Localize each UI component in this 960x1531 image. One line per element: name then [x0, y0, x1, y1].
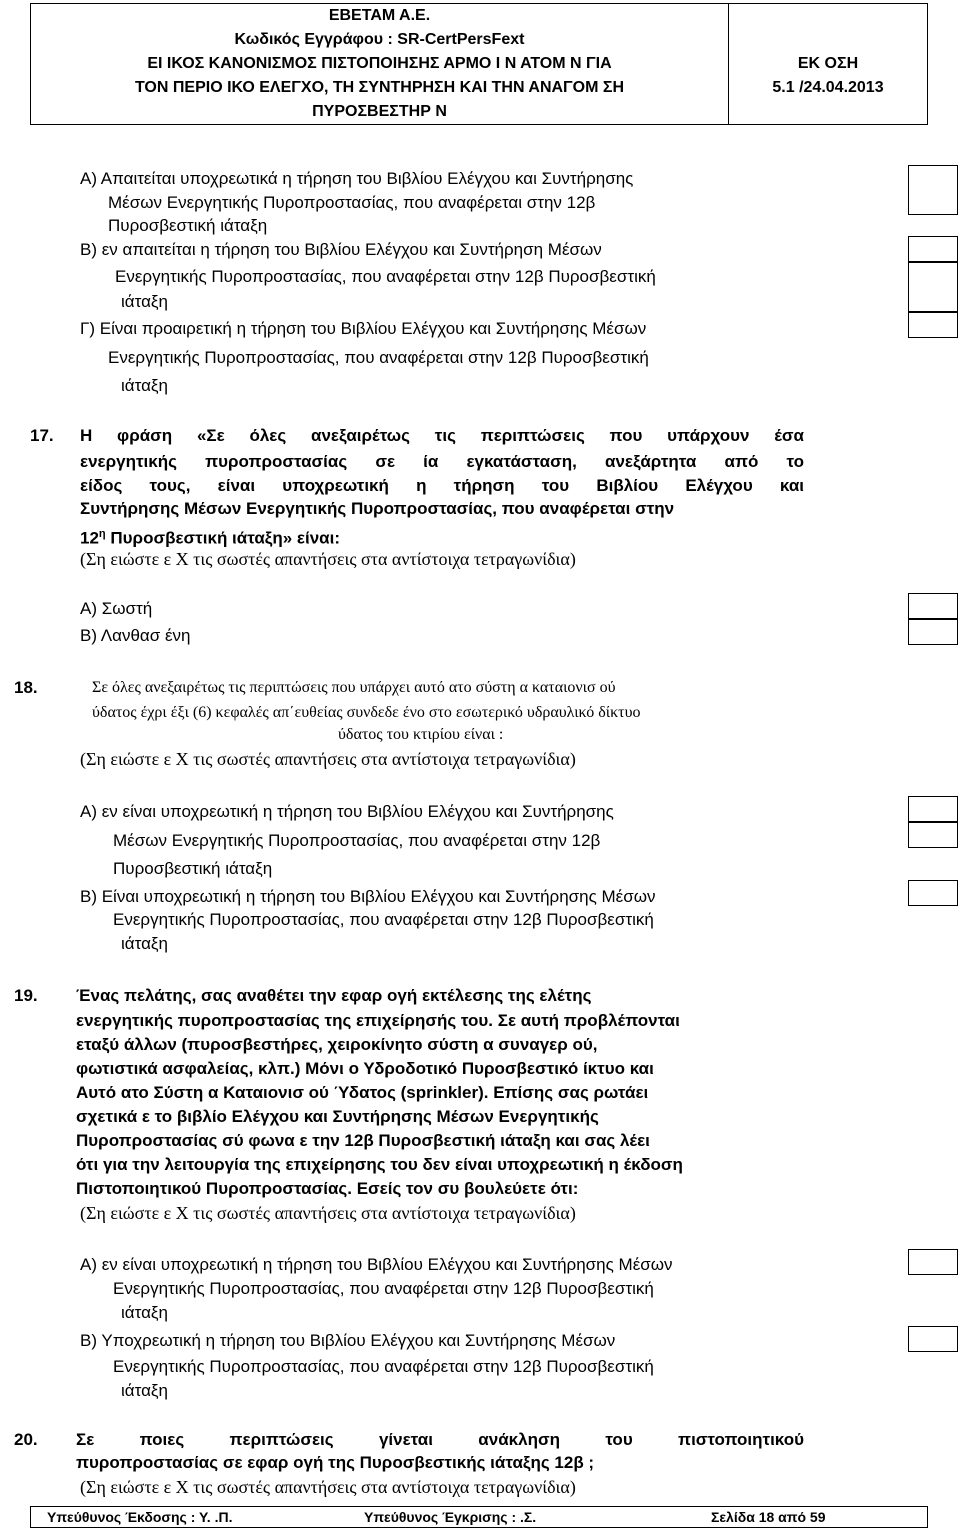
header-left-cell	[31, 4, 729, 125]
q16-option-a-line2: Μέσων Ενεργητικής Πυροπροστασίας, που αναφέρεται στην 12β	[108, 193, 596, 212]
footer-issuer: Υπεύθυνος Έκδοσης : Υ. .Π.	[47, 1509, 233, 1525]
q19-line-5: Αυτό ατο Σύστη α Καταιονισ ού Ύδατος (sprinkler). Επίσης σας ρωτάει	[76, 1083, 649, 1102]
q17-line-4: Συντήρησης Μέσων Ενεργητικής Πυροπροστασίας, που αναφέρεται στην	[80, 499, 675, 518]
q19-line-8: ότι για την λειτουργία της επιχείρησης του δεν είναι υποχρεωτική η έκδοση	[76, 1155, 683, 1174]
edition-value: 5.1 /24.04.2013	[772, 79, 884, 96]
q18-note: (Ση ειώστε ε Χ τις σωστές απαντήσεις στα αντίστοιχα τετραγωνίδια)	[80, 749, 576, 769]
q17-answer-box-b[interactable]	[908, 619, 958, 645]
q19-line-6: σχετικά ε το βιβλίο Ελέγχου και Συντήρησης Μέσων Ενεργητικής	[76, 1107, 599, 1126]
q18-answer-box-a-ext[interactable]	[908, 822, 958, 848]
q17-line-1: Η φράση «Σε όλες ανεξαιρέτως τις περιπτώσεις που υπάρχουν έσα	[80, 426, 804, 445]
q17-ordinal-sup: η	[98, 528, 106, 540]
q19-number: 19.	[14, 986, 38, 1005]
q16-answer-box-a[interactable]	[908, 165, 958, 215]
q18-option-a-line1: Α) εν είναι υποχρεωτική η τήρηση του Βιβλίου Ελέγχου και Συντήρησης	[80, 802, 614, 821]
q17-option-a: Α) Σωστή	[80, 599, 153, 618]
q19-option-b-line3: ιάταξη	[121, 1381, 168, 1400]
q20-line-2: πυροπροστασίας σε εφαρ ογή της Πυροσβεστικής ιάταξης 12β ;	[76, 1453, 595, 1472]
q17-answer-box-a[interactable]	[908, 593, 958, 619]
edition-label: ΕΚ ΟΣΗ	[797, 55, 859, 72]
q20-number: 20.	[14, 1430, 38, 1449]
q16-option-a-line3: Πυροσβεστική ιάταξη	[108, 216, 268, 235]
header-line-4: ΤΟΝ ΠΕΡΙΟ ΙΚΟ ΕΛΕΓΧΟ, ΤΗ ΣΥΝΤΗΡΗΣΗ ΚΑΙ ΤΗΝ ΑΝΑΓΟΜ ΣΗ	[134, 79, 625, 96]
q16-option-c-line3: ιάταξη	[121, 376, 168, 395]
q18-answer-box-b[interactable]	[908, 880, 958, 906]
q18-line-2: ύδατος έχρι έξι (6) κεφαλές απ΄ευθείας συνδεδε ένο στο εσωτερικό υδραυλικό δίκτυο	[92, 704, 641, 721]
q19-answer-box-a[interactable]	[908, 1249, 958, 1275]
q18-line-1: Σε όλες ανεξαιρέτως τις περιπτώσεις που υπάρχει αυτό ατο σύστη α καταιονισ ού	[92, 679, 616, 696]
q19-line-7: Πυροπροστασίας σύ φωνα ε την 12β Πυροσβεστική ιάταξη και σας λέει	[76, 1131, 650, 1150]
q19-answer-box-b[interactable]	[908, 1326, 958, 1352]
q19-note: (Ση ειώστε ε Χ τις σωστές απαντήσεις στα αντίστοιχα τετραγωνίδια)	[80, 1203, 576, 1223]
q19-line-2: ενεργητικής πυροπροστασίας της επιχείρησής του. Σε αυτή προβλέπονται	[76, 1011, 680, 1030]
q17-ordinal: 12	[80, 528, 99, 548]
q16-answer-box-c[interactable]	[908, 312, 958, 338]
q17-option-b: Β) Λανθασ ένη	[80, 626, 191, 645]
q16-option-b-line3: ιάταξη	[121, 292, 168, 311]
q16-answer-box-b-ext[interactable]	[908, 262, 958, 312]
header-doc-code: Κωδικός Εγγράφου : SR-CertPersFext	[234, 31, 525, 48]
q19-option-a-line3: ιάταξη	[121, 1303, 168, 1322]
q18-option-a-line3: Πυροσβεστική ιάταξη	[113, 859, 273, 878]
header-right-cell	[729, 4, 928, 125]
header-line-5: ΠΥΡΟΣΒΕΣΤΗΡ Ν	[312, 103, 447, 120]
q20-line-1: Σε ποιες περιπτώσεις γίνεται ανάκληση του πιστοποιητικού	[76, 1430, 804, 1449]
q16-option-c-line2: Ενεργητικής Πυροπροστασίας, που αναφέρεται στην 12β Πυροσβεστική	[108, 348, 649, 367]
q17-line-3: είδος τους, είναι υποχρεωτική η τήρηση του Βιβλίου Ελέγχου και	[80, 476, 804, 495]
header-title: ΕΒΕΤΑΜ Α.Ε.	[328, 7, 431, 24]
q18-answer-box-a[interactable]	[908, 796, 958, 822]
q19-option-a-line2: Ενεργητικής Πυροπροστασίας, που αναφέρεται στην 12β Πυροσβεστική	[113, 1279, 654, 1298]
footer-page-number: Σελίδα 18 από 59	[711, 1509, 826, 1525]
q19-line-9: Πιστοποιητικού Πυροπροστασίας. Εσείς τον συ βουλεύετε ότι:	[76, 1179, 579, 1198]
q18-line-3: ύδατος του κτιρίου είναι :	[338, 726, 504, 743]
q19-line-3: εταξύ άλλων (πυροσβεστήρες, χειροκίνητο σύστη α συναγερ ού,	[76, 1035, 598, 1054]
document-header	[30, 3, 928, 120]
q18-option-b-line3: ιάταξη	[121, 934, 168, 953]
q18-option-b-line1: Β) Είναι υποχρεωτική η τήρηση του Βιβλίου Ελέγχου και Συντήρησης Μέσων	[80, 887, 656, 906]
q16-option-c-line1: Γ) Είναι προαιρετική η τήρηση του Βιβλίου Ελέγχου και Συντήρησης Μέσων	[80, 319, 647, 338]
q17-number: 17.	[30, 426, 54, 445]
q19-line-4: φωτιστικά ασφαλείας, κλπ.) Μόνι ο Υδροδοτικό Πυροσβεστικό ίκτυο και	[76, 1059, 654, 1078]
q16-option-b-line1: Β) εν απαιτείται η τήρηση του Βιβλίου Ελέγχου και Συντήρηση Μέσων	[80, 240, 602, 259]
q18-option-a-line2: Μέσων Ενεργητικής Πυροπροστασίας, που αναφέρεται στην 12β	[113, 831, 601, 850]
q18-option-b-line2: Ενεργητικής Πυροπροστασίας, που αναφέρεται στην 12β Πυροσβεστική	[113, 910, 654, 929]
q19-option-a-line1: Α) εν είναι υποχρεωτική η τήρηση του Βιβλίου Ελέγχου και Συντήρησης Μέσων	[80, 1255, 673, 1274]
q17-note: (Ση ειώστε ε Χ τις σωστές απαντήσεις στα αντίστοιχα τετραγωνίδια)	[80, 549, 576, 569]
q20-note: (Ση ειώστε ε Χ τις σωστές απαντήσεις στα αντίστοιχα τετραγωνίδια)	[80, 1477, 576, 1497]
q16-answer-box-b[interactable]	[908, 236, 958, 262]
q19-option-b-line2: Ενεργητικής Πυροπροστασίας, που αναφέρεται στην 12β Πυροσβεστική	[113, 1357, 654, 1376]
q17-line-5-rest: Πυροσβεστική ιάταξη» είναι:	[105, 528, 341, 548]
q19-option-b-line1: Β) Υποχρεωτική η τήρηση του Βιβλίου Ελέγχου και Συντήρησης Μέσων	[80, 1331, 616, 1350]
q17-line-2: ενεργητικής πυροπροστασίας σε ία εγκατάσταση, ανεξάρτητα από το	[80, 452, 804, 471]
q18-number: 18.	[14, 678, 38, 697]
q16-option-a-line1: Α) Απαιτείται υποχρεωτικά η τήρηση του Βιβλίου Ελέγχου και Συντήρησης	[80, 169, 634, 188]
footer-approver: Υπεύθυνος Έγκρισης : .Σ.	[364, 1509, 537, 1525]
q16-option-b-line2: Ενεργητικής Πυροπροστασίας, που αναφέρεται στην 12β Πυροσβεστική	[115, 267, 656, 286]
document-footer	[30, 1506, 928, 1528]
header-line-3: ΕΙ ΙΚΟΣ ΚΑΝΟΝΙΣΜΟΣ ΠΙΣΤΟΠΟΙΗΣΗΣ ΑΡΜΟ Ι Ν ΑΤΟΜ Ν ΓΙΑ	[147, 55, 612, 72]
q19-line-1: Ένας πελάτης, σας αναθέτει την εφαρ ογή εκτέλεσης της ελέτης	[76, 986, 592, 1005]
